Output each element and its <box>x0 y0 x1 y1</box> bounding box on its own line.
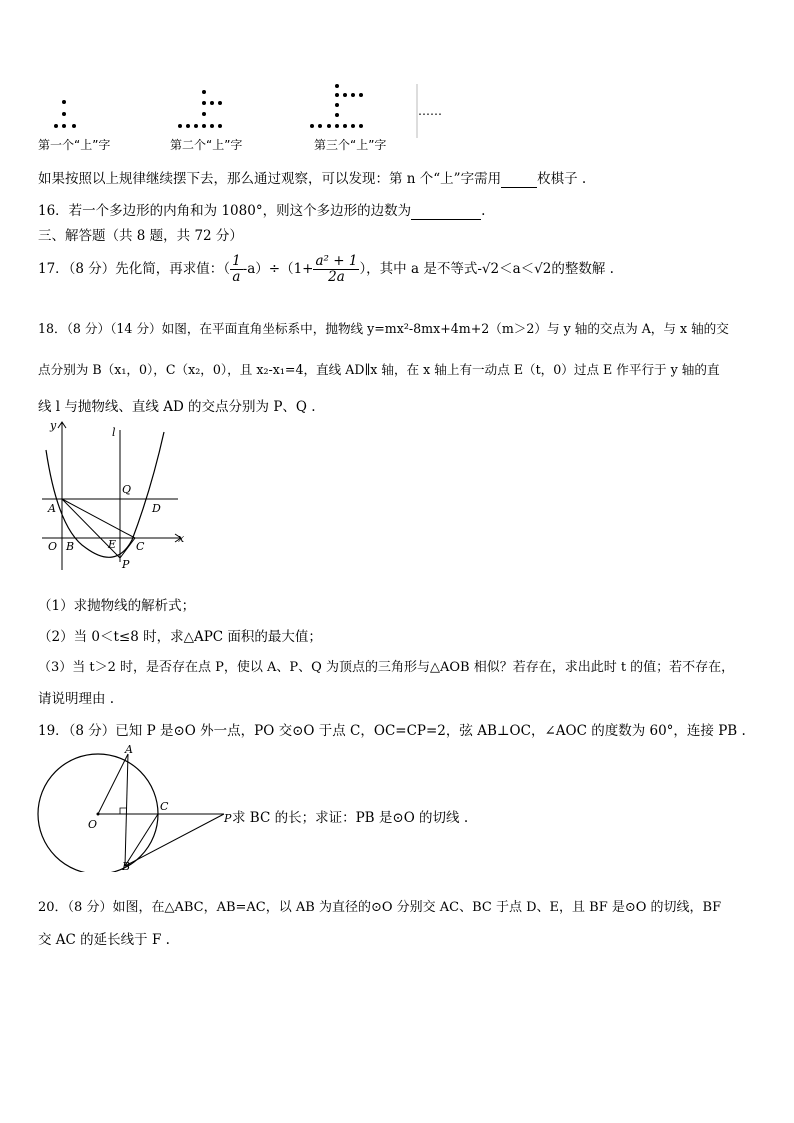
question-18-sub-3b: 请说明理由 . <box>38 691 115 707</box>
pattern-ellipsis: …… <box>418 104 442 118</box>
q17-frac2-den: 2a <box>328 268 345 285</box>
label-A: A <box>125 743 133 756</box>
label-D: D <box>152 502 161 515</box>
q15-answer-blank[interactable] <box>501 171 537 188</box>
q17-mid1: -a）÷（1+ <box>242 260 314 277</box>
q17-fraction-1 <box>230 254 243 285</box>
q17-prefix: 17．（8 分）先化简，再求值：（ <box>38 260 231 277</box>
q16-text: 16．若一个多边形的内角和为 1080°，则这个多边形的边数为 <box>38 203 412 219</box>
q17-frac1-num: 1 <box>232 253 241 269</box>
q17-fraction-2 <box>313 254 359 285</box>
label-y: y <box>50 420 57 432</box>
question-18-line-3: 线 l 与抛物线、直线 AD 的交点分别为 P、Q . <box>38 399 316 415</box>
question-18-sub-3: （3）当 t＞2 时，是否存在点 P，使以 A、P、Q 为顶点的三角形与△AOB 相似？若存在，求出此时 t 的值；若不存在， <box>38 660 735 675</box>
parabola-figure <box>36 420 196 580</box>
q16-text-after: . <box>481 203 486 219</box>
label-Q: Q <box>122 483 132 496</box>
question-18-sub-2: （2）当 0＜t≤8 时，求△APC 面积的最大值； <box>38 629 322 645</box>
q15-text: 如果按照以上规律继续摆下去，那么通过观察，可以发现：第 n 个“上”字需用 <box>38 171 502 187</box>
label-l: l <box>112 426 116 439</box>
label-B: B <box>122 860 131 872</box>
question-16 <box>38 199 485 220</box>
label-P: P <box>122 558 130 571</box>
question-18-sub-1: （1）求抛物线的解析式； <box>38 598 196 614</box>
q17-frac1-den: a <box>232 268 241 285</box>
q17-frac2-num: a² + 1 <box>315 253 358 269</box>
parabola-diagram <box>36 420 196 580</box>
label-O: O <box>48 540 58 553</box>
caption-second: 第二个“上”字 <box>170 138 243 152</box>
circle-diagram <box>36 742 236 872</box>
label-B: B <box>66 540 75 553</box>
section-3-title: 三、解答题（共 8 题，共 72 分） <box>38 228 243 244</box>
label-C: C <box>160 800 169 813</box>
label-x: x <box>178 532 185 545</box>
q17-suffix: 的整数解 . <box>551 260 614 277</box>
question-20-line-2: 交 AC 的延长线于 F . <box>38 932 170 948</box>
circle-figure <box>36 742 236 872</box>
question-18-line-1: 18．（8 分）（14 分）如图，在平面直角坐标系中，抛物线 y=mx²-8mx+4m+2（m＞2）与 y 轴的交点为 A，与 x 轴的交 <box>38 321 729 336</box>
question-15-line <box>38 167 586 188</box>
caption-first: 第一个“上”字 <box>38 138 111 152</box>
question-19-line-1: 19．（8 分）已知 P 是⊙O 外一点，PO 交⊙O 于点 C，OC=CP=2，弦 AB⊥OC，∠AOC 的度数为 60°，连接 PB . <box>38 723 746 739</box>
question-20-line-1: 20．（8 分）如图，在△ABC，AB=AC，以 AB 为直径的⊙O 分别交 AC、BC 于点 D、E，且 BF 是⊙O 的切线，BF <box>38 900 722 915</box>
q16-answer-blank[interactable] <box>411 203 481 220</box>
question-17 <box>38 254 614 285</box>
q17-mid3: ＜a＜ <box>499 260 535 277</box>
question-19-line-2: 求 BC 的长；求证：PB 是⊙O 的切线 . <box>232 810 469 826</box>
question-18-line-2: 点分别为 B（x₁，0），C（x₂，0），且 x₂-x₁=4，直线 AD∥x 轴，在 x 轴上有一动点 E（t，0）过点 E 作平行于 y 轴的直 <box>38 362 720 377</box>
label-O: O <box>88 818 98 831</box>
label-P: P <box>224 812 232 825</box>
label-A: A <box>48 502 56 515</box>
label-E: E <box>108 538 117 551</box>
caption-third: 第三个“上”字 <box>314 138 387 152</box>
q17-sqrt-2: √2 <box>534 260 552 277</box>
q15-text-after: 枚棋子 . <box>537 171 587 187</box>
label-C: C <box>136 540 145 553</box>
q17-sqrt-1: √2 <box>481 260 500 277</box>
q17-mid2: ），其中 a 是不等式- <box>359 260 482 277</box>
